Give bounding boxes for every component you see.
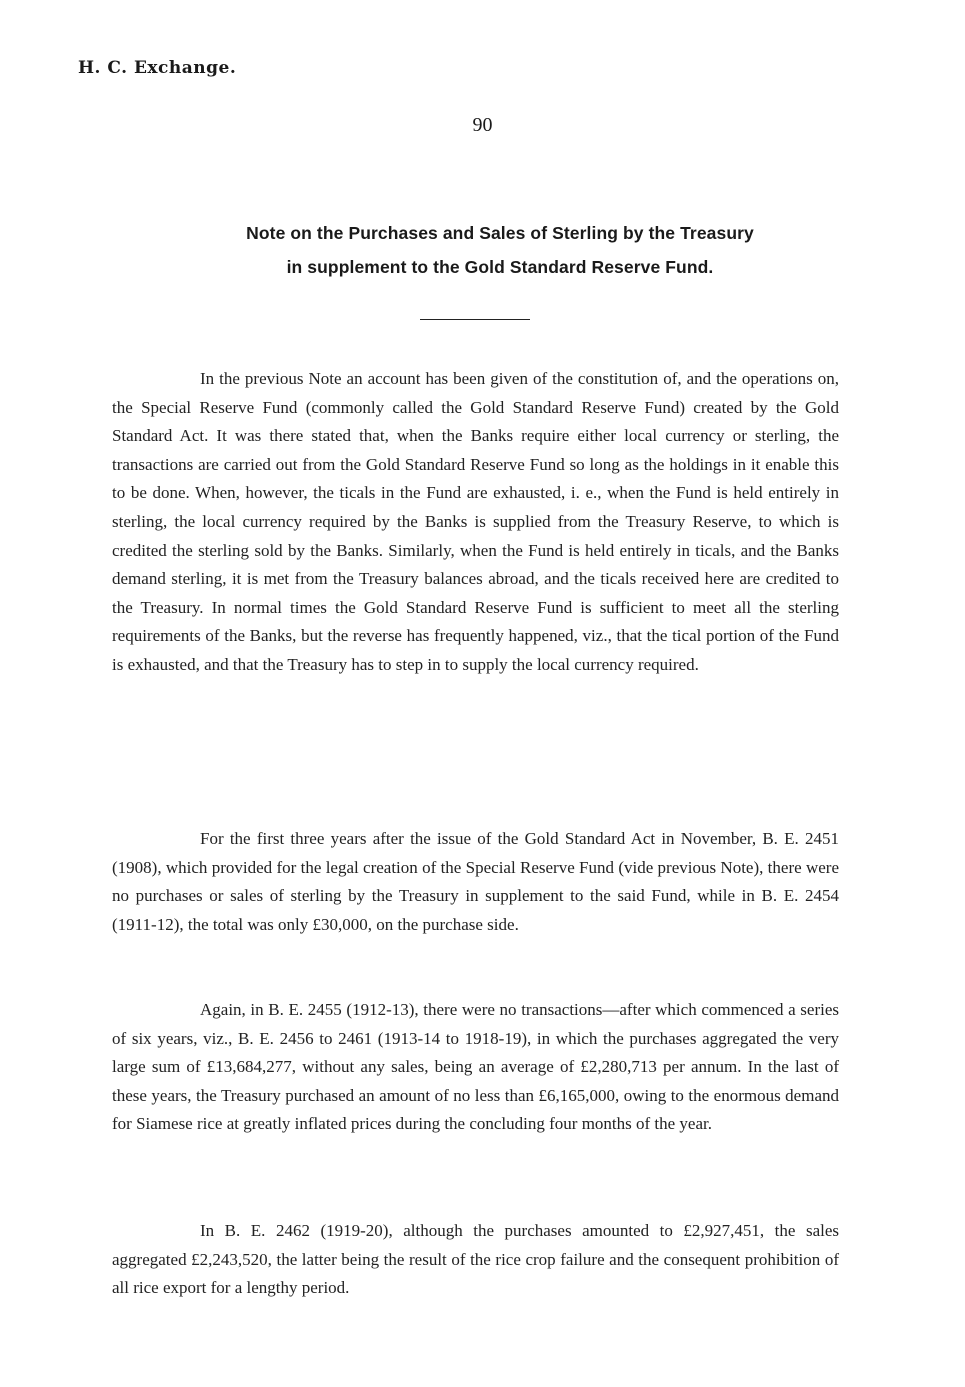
section-divider — [420, 319, 530, 320]
title-line-2: in supplement to the Gold Standard Reserve Fund. — [286, 257, 714, 277]
paragraph-4: In B. E. 2462 (1919-20), although the purchases amounted to £2,927,451, the sales aggregated £2,243,520, the latter being the result of the rice crop failure and the consequent prohibition of all rice export for a lengthy period. — [112, 1221, 839, 1298]
paragraph-2: For the first three years after the issue of the Gold Standard Act in November, B. E. 2451 (1908), which provided for the legal creation of the Special Reserve Fund (vide previous Note), there were no purchases or sales of sterling by the Treasury in supplement to the said Fund, while in B. E. 2454 (1911-12), the total was only £30,000, on the purchase side. — [112, 829, 839, 934]
page-number: 90 — [472, 114, 493, 136]
header-mark: H. C. Exchange. — [78, 58, 237, 78]
paragraph-3: Again, in B. E. 2455 (1912-13), there were no transactions—after which commenced a series of six years, viz., B. E. 2456 to 2461 (1913-14 to 1918-19), in which the purchases aggregated the very large sum of £13,684,277, without any sales, being an average of £2,280,713 per annum. In the last of these years, the Treasury purchased an amount of no less than £6,165,000, owing to the enormous demand for Siamese rice at greatly inflated prices during the concluding four months of the year. — [112, 1000, 839, 1134]
document-title — [110, 216, 890, 284]
paragraph-1: In the previous Note an account has been given of the constitution of, and the operations on, the Special Reserve Fund (commonly called the Gold Standard Reserve Fund) created by the Gold Standard Act. It was there stated that, when the Banks require either local currency or sterling, the transactions are carried out from the Gold Standard Reserve Fund so long as the holdings in it enable this to be done. When, however, the ticals in the Fund are exhausted, i. e., when the Fund is held entirely in sterling, the local currency required by the Banks is supplied from the Treasury Reserve, to which is credited the sterling sold by the Banks. Similarly, when the Fund is held entirely in ticals, and the Banks demand sterling, it is met from the Treasury balances abroad, and the ticals received here are credited to the Treasury. In normal times the Gold Standard Reserve Fund is sufficient to meet all the sterling requirements of the Banks, but the reverse has frequently happened, viz., that the tical portion of the Fund is exhausted, and that the Treasury has to step in to supply the local currency required. — [112, 369, 839, 674]
title-line-1: Note on the Purchases and Sales of Sterling by the Treasury — [246, 223, 754, 243]
